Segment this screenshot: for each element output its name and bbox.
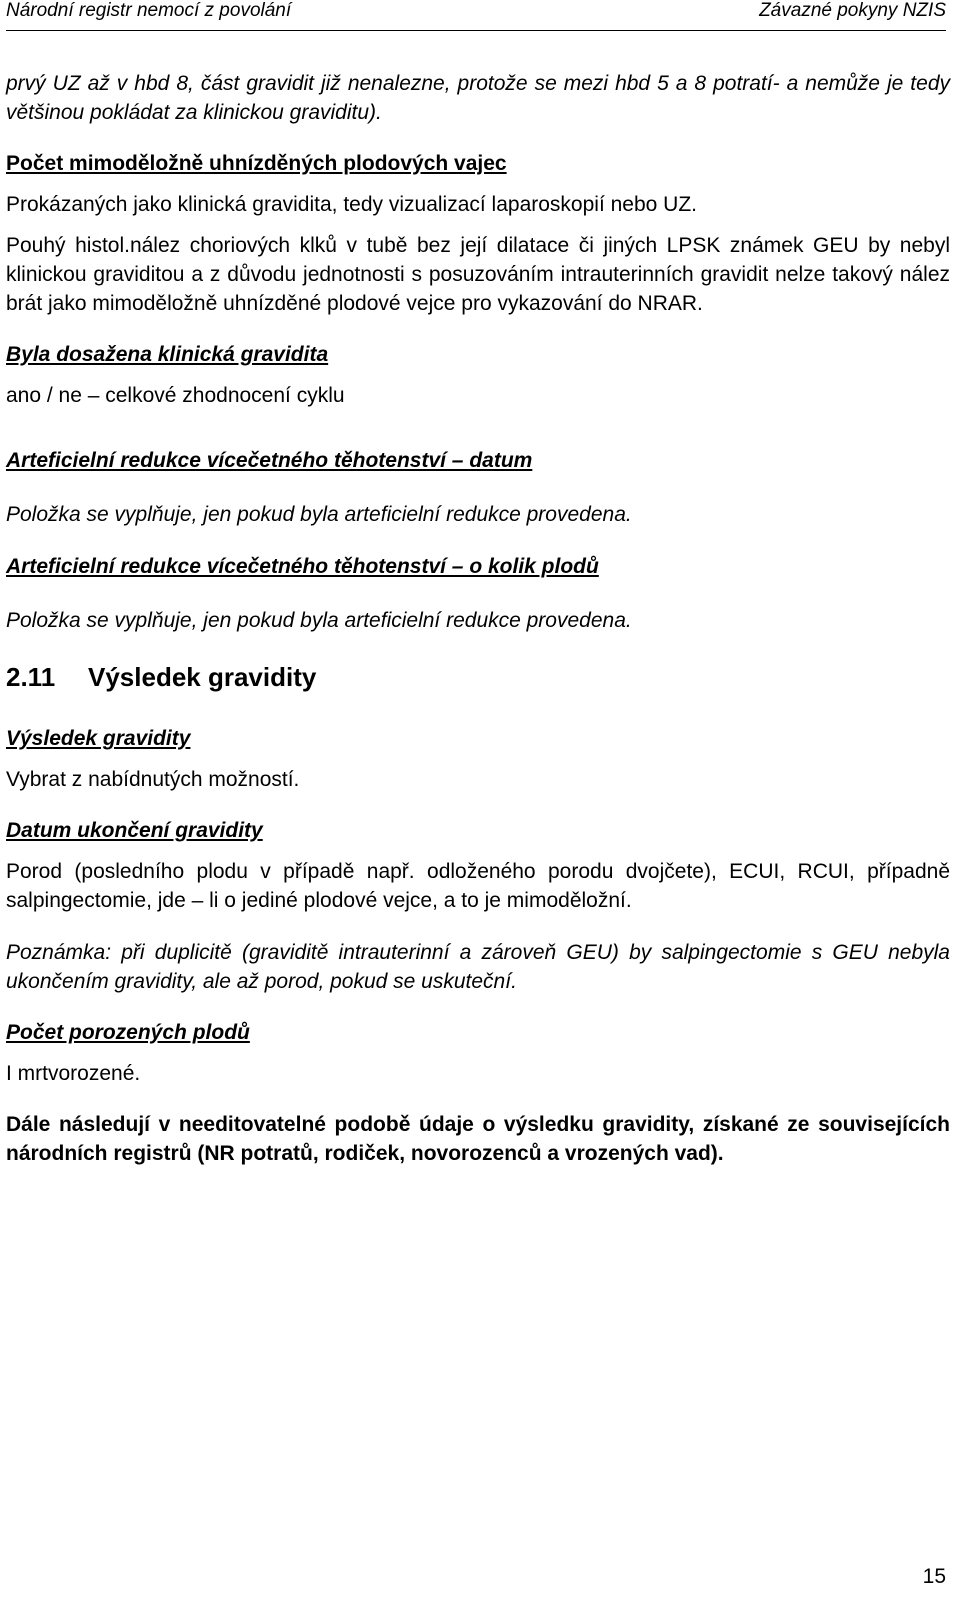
reduction-count-paragraph: Položka se vyplňuje, jen pokud byla arteficielní redukce provedena.: [6, 609, 632, 632]
outcome-paragraph: Vybrat z nabídnutých možností.: [6, 768, 300, 791]
header-right-title: Závazné pokyny NZIS: [759, 0, 946, 21]
reduction-count-heading: Arteficielní redukce vícečetného těhotenství – o kolik plodů: [6, 555, 599, 578]
page-header: [6, 0, 946, 31]
births-heading: Počet porozených plodů: [6, 1021, 250, 1044]
reduction-date-heading: Arteficielní redukce vícečetného těhotenství – datum: [6, 449, 533, 472]
page-number: 15: [922, 1565, 946, 1588]
section-heading: [6, 660, 950, 694]
ectopic-heading: Počet mimoděložně uhnízděných plodových vajec: [6, 152, 507, 175]
births-paragraph: I mrtvorozené.: [6, 1062, 141, 1085]
reduction-date-paragraph: Položka se vyplňuje, jen pokud byla arteficielní redukce provedena.: [6, 503, 632, 526]
end-date-heading: Datum ukončení gravidity: [6, 819, 263, 842]
ectopic-paragraph-2: Pouhý histol.nález choriových klků v tubě bez její dilatace či jiných LPSK známek GEU by nebyl klinickou graviditou a z důvodu jednotnosti s posuzováním intrauterinních gravidit nelze takový nález brát jako mimoděložně uhnízděné plodové vejce pro vykazování do NRAR.: [6, 234, 950, 315]
end-date-paragraph: Porod (posledního plodu v případě např. odloženého porodu dvojčete), ECUI, RCUI, případně salpingectomie, jde – li o jediné plodové vejce, a to je mimoděložní.: [6, 860, 950, 912]
section-number: 2.11: [6, 662, 56, 692]
section-title: Výsledek gravidity: [88, 662, 317, 692]
intro-paragraph: prvý UZ až v hbd 8, část gravidit již nenalezne, protože se mezi hbd 5 a 8 potratí- a nemůže je tedy většinou pokládat za klinickou graviditu).: [6, 72, 950, 124]
page-content: [6, 69, 950, 1168]
outcome-heading: Výsledek gravidity: [6, 727, 191, 750]
header-left-title: Národní registr nemocí z povolání: [6, 0, 292, 21]
note-paragraph: Poznámka: při duplicitě (graviditě intrauterinní a zároveň GEU) by salpingectomie s GEU nebyla ukončením gravidity, ale až porod, pokud se uskuteční.: [6, 941, 950, 993]
clinical-pregnancy-paragraph: ano / ne – celkové zhodnocení cyklu: [6, 384, 345, 407]
clinical-pregnancy-heading: Byla dosažena klinická gravidita: [6, 343, 329, 366]
ectopic-paragraph-1: Prokázaných jako klinická gravidita, tedy vizualizací laparoskopií nebo UZ.: [6, 193, 698, 216]
final-paragraph: Dále následují v needitovatelné podobě údaje o výsledku gravidity, získané ze souvisejících národních registrů (NR potratů, rodiček, novorozenců a vrozených vad).: [6, 1113, 950, 1165]
